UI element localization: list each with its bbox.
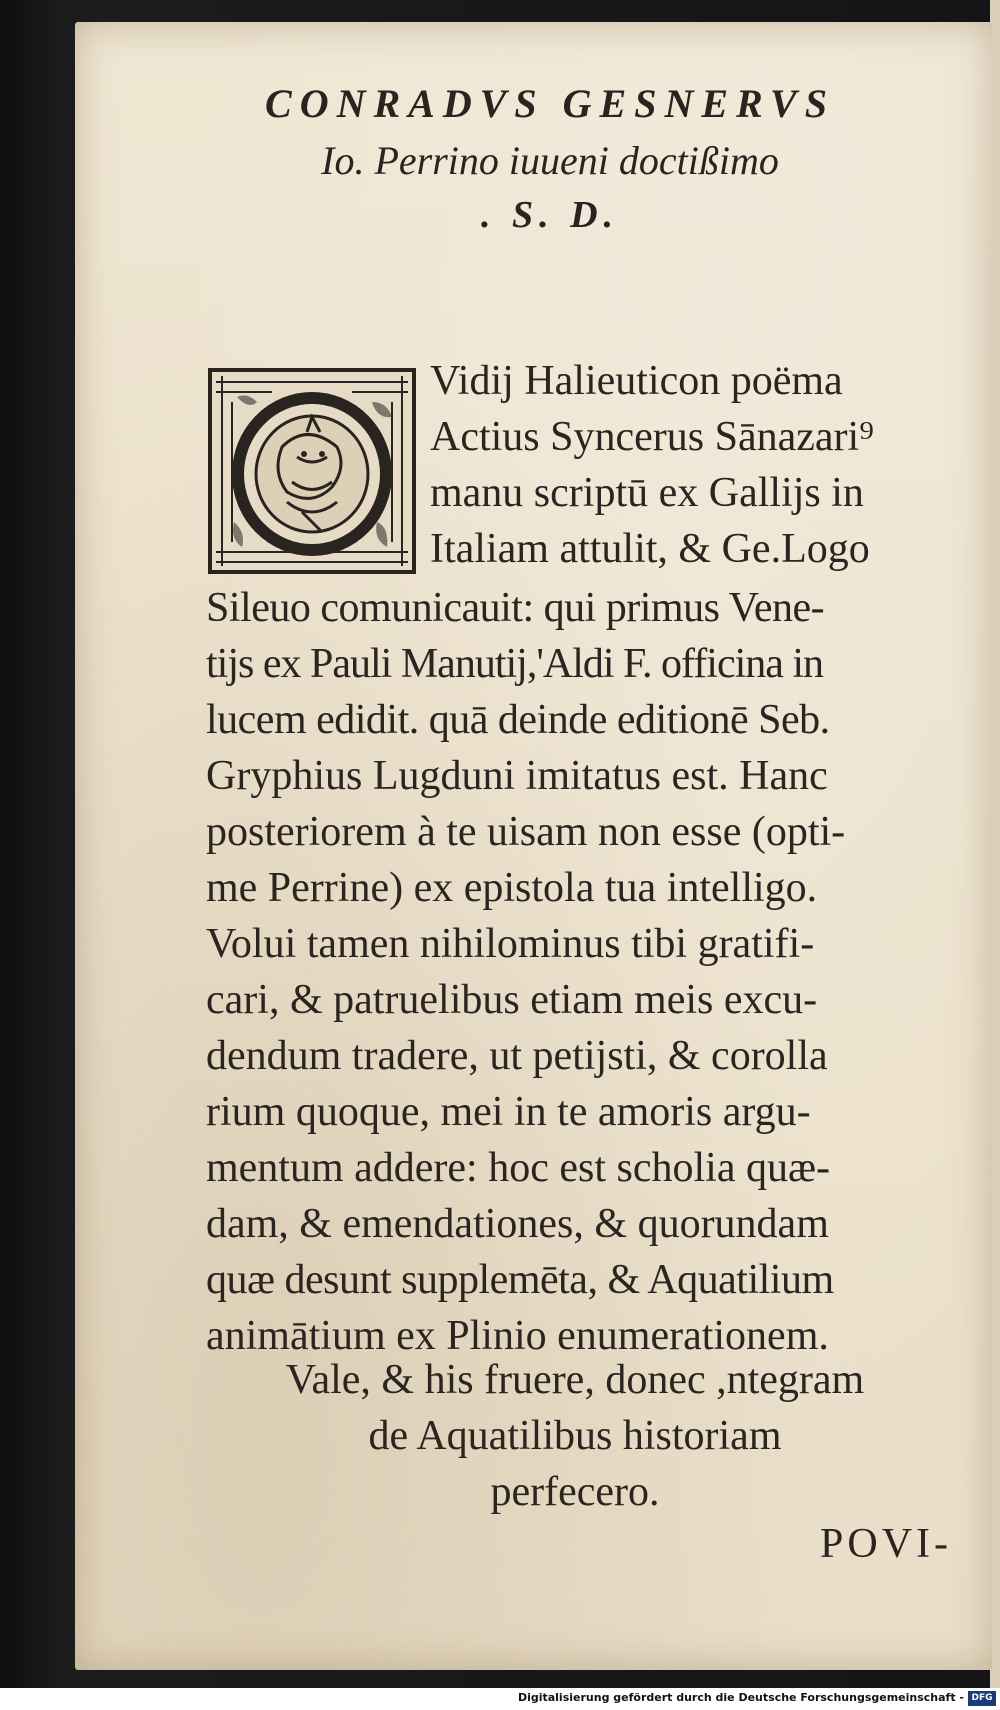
closing-line: de Aquatilibus historiam [368, 1413, 782, 1459]
text-line: quæ desunt supplemēta, & Aquatilium [206, 1257, 834, 1303]
text-line: Vidij Halieuticon poëma [430, 358, 843, 404]
closing-line: perfecero. [490, 1469, 660, 1515]
closing-line: Vale, & his fruere, donec ,ntegram [285, 1357, 865, 1403]
text-line: mentum addere: hoc est scholia quæ- [206, 1145, 830, 1191]
text-line: Gryphius Lugduni imitatus est. Hanc [206, 753, 828, 799]
text-line: me Perrine) ex epistola tua intelligo. [206, 865, 818, 911]
text-line: posteriorem à te uisam non esse (opti- [206, 809, 846, 855]
footer-credit: Digitalisierung gefördert durch die Deutsche Forschungsgemeinschaft - [517, 1691, 964, 1704]
text-line: cari, & patruelibus etiam meis excu- [206, 977, 818, 1023]
text-line: Italiam attulit, & Ge.Logo [430, 526, 870, 572]
dfg-logo: DFG [968, 1691, 996, 1706]
text-line: animātium ex Plinio enumerationem. [206, 1313, 829, 1359]
text-line: Sileuo comunicauit: qui primus Vene- [206, 585, 825, 631]
text-line: lucem edidit. quā deinde editionē Seb. [206, 697, 830, 743]
text-line: Actius Syncerus Sānazari⁹ [430, 414, 874, 460]
text-line: rium quoque, mei in te amoris argu- [206, 1089, 811, 1135]
running-head: CONRADVS GESNERVS [265, 81, 835, 126]
text-line: Volui tamen nihilominus tibi gratifi- [206, 921, 815, 967]
text-line: dendum tradere, ut petijsti, & corolla [206, 1033, 828, 1079]
text-line: manu scriptū ex Gallijs in [430, 470, 864, 516]
text-line: dam, & emendationes, & quorundam [206, 1201, 829, 1247]
address-line: Io. Perrino iuueni doctißimo [321, 138, 779, 183]
catchword: POVI- [820, 1521, 952, 1567]
text-line: tijs ex Pauli Manutij,'Aldi F. officina in [206, 641, 824, 687]
salutation: . S. D. [480, 194, 620, 236]
